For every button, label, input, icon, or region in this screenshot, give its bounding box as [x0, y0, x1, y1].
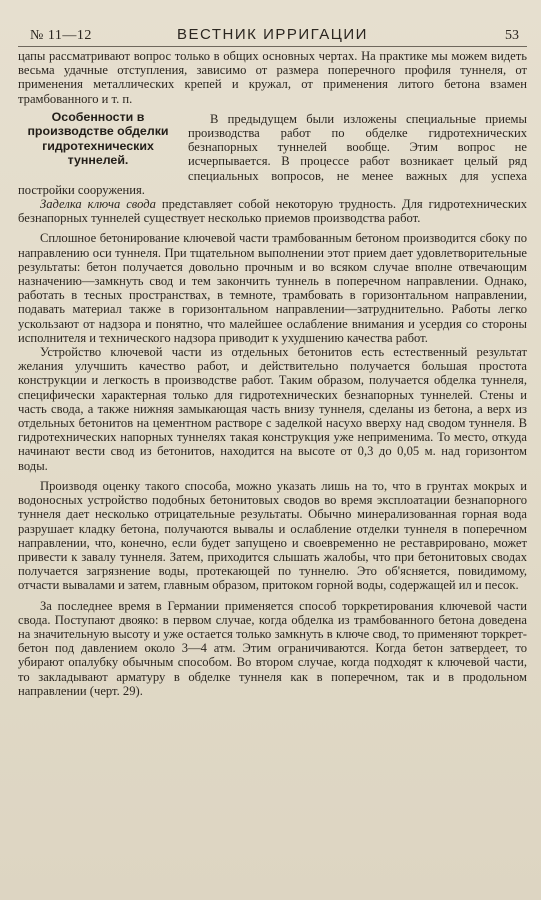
lead-phrase: Заделка ключа свода [40, 197, 156, 212]
article-body [18, 49, 527, 698]
running-header [18, 0, 527, 47]
paragraph-solid-concreting: Сплошное бетонирование ключевой части трамбованным бетоном производится сбоку по направлению оси туннеля. При тщательном выполнении этот прием дает удовлетворительные результаты: бетон получается довольно прочным и во всяком случае вполне отвечающим назначению—замкнуть свод и тем закончить туннель в поперечном направлении. Однако, работать в тесных пространствах, в темноте, трамбовать в горизонтальном направлении, подавать материал также в горизонтальном направлении—затруднительно. Работы легко ускользают от надзора и понятно, что малейшее ослабление внимания и усердия со стороны исполнителя и технического надзора приводит к ухудшению качества работ. [18, 231, 527, 345]
journal-title: ВЕСТНИК ИРРИГАЦИИ [177, 26, 368, 43]
section-side-heading: Особенности в производстве обделки гидротехнических туннелей. [27, 109, 169, 168]
paragraph-key-sealing [18, 197, 527, 225]
paragraph-concrete-blocks: Устройство ключевой части из отдельных бетонитов есть естественный результат желания улучшить качество работ, и действительно получается большая простота конструкции и легкость в производстве работ. Таким образом, получается обделка туннеля, специфически характерная только для гидротехнических безнапорных туннелей. Стены и часть свода, а также нижняя замыкающая часть внизу туннеля, сделаны из бетона, а верх из отдельных бетонитов на цементном растворе с заделкой насухо вверху над сводом туннеля. В гидротехнических напорных туннелях такая конструкция уже неприменима. То место, откуда начинают вести свод из бетонитов, находится на высоте от 0,3 до 0,05 м. над горизонтом воды. [18, 345, 527, 473]
issue-number: № 11—12 [30, 28, 92, 43]
paragraph-evaluation: Производя оценку такого способа, можно указать лишь на то, что в грунтах мокрых и водоносных устройство подобных бетонитовых сводов во время эксплоатации безнапорного туннеля дает несколько отрицательные результаты. Обычно минерализованная горная вода разрушает кладку бетона, получаются вывалы и ослабление отделки туннеля в поперечном направлении, что, конечно, если будет запущено и своевременно не реставрировано, может привести к завалу туннеля. Затем, приходится слышать жалобы, что при бетонитовых сводах получается загрязнение воды, протекающей по туннелю. Это об'ясняется, повидимому, отчасти вывалами и затем, главным образом, притоком горной воды, содержащей ил и песок. [18, 478, 527, 593]
paragraph-intro-section: В предыдущем были изложены специальные приемы производства работ по обделке гидротехнических безнапорных туннелей вообще. Этим вопрос не исчерпывается. В процессе работ возникает целый ряд специальных вопросов, не менее важных для успеха постройки сооружения. [18, 111, 527, 197]
paragraph-continued: цапы рассматривают вопрос только в общих основных чертах. На практике мы можем видеть весьма удачные отступления, зависимо от размера поперечного профиля туннеля, от применения металлических крепей и кружал, от применения литого бетона взамен трамбованного и т. п. [18, 49, 527, 106]
paragraph-germany-method: За последнее время в Германии применяется способ торкретирования ключевой части свода. Поступают двояко: в первом случае, когда обделка из трамбованного бетона доведена на значительную высоту и уже остается только замкнуть в ключе свод, то применяют торкрет-бетон под давлением около 3—4 атм. Этим ограничиваются. Когда бетон затвердеет, то убирают опалубку обычным способом. Во втором случае, когда подходят к ключевой части, то закладывают арматуру в обделке туннеля как в поперечном, так и в продольном направлении (черт. 29). [18, 598, 527, 698]
page-number: 53 [505, 28, 519, 43]
paragraph-key-sealing-text: представляет собой некоторую трудность. Для гидротехнических безнапорных туннелей существует несколько приемов производства работ. [18, 197, 528, 226]
